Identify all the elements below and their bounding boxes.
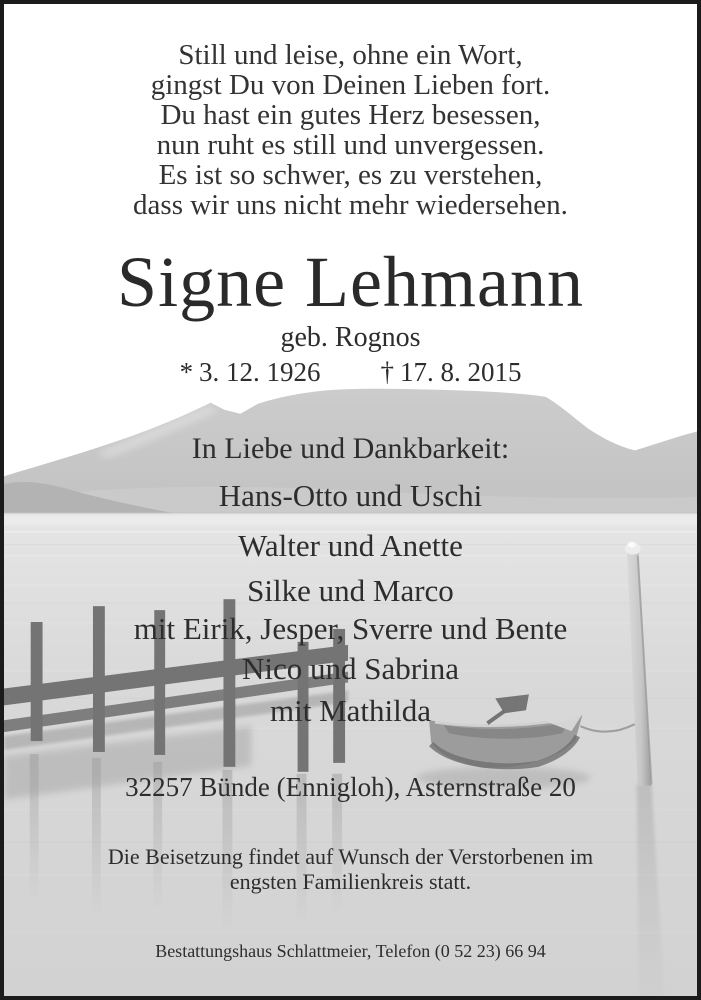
address-line: 32257 Bünde (Ennigloh), Asternstraße 20 [125,772,576,802]
maiden-name: geb. Rognos [280,322,421,353]
birth-date-value: 3. 12. 1926 [199,357,321,387]
poem-line: dass wir uns nicht mehr wiedersehen. [133,189,568,221]
funeral-note-line: Die Beisetzung findet auf Wunsch der Verstorbenen im [107,844,594,869]
death-date-value: 17. 8. 2015 [399,357,522,387]
mourner-line: mit Eirik, Jesper, Sverre und Bente [133,611,568,646]
tribute-line: In Liebe und Dankbarkeit: [191,432,510,465]
life-dates [4,357,697,387]
poem-line: nun ruht es still und unvergessen. [156,129,545,161]
mourner-line: Nico und Sabrina [242,651,459,686]
birth-date [180,357,321,387]
poem-line: Still und leise, ohne ein Wort, [178,39,523,71]
deceased-name: Signe Lehmann [117,242,584,322]
mourner-line: Hans-Otto und Uschi [218,478,483,513]
funeral-note [4,844,697,894]
poem-line: gingst Du von Deinen Lieben fort. [150,69,551,101]
death-date [381,357,522,387]
funeral-note-line: engsten Familienkreis statt. [229,869,472,894]
death-symbol: † [380,357,394,387]
poem-line: Du hast ein gutes Herz besessen, [160,99,541,131]
mourner-line: Silke und Marco [247,573,454,608]
mourner-line: Walter und Anette [238,528,463,563]
poem-line: Es ist so schwer, es zu verstehen, [158,159,543,191]
mourner-line: mit Mathilda [269,693,431,728]
birth-symbol: * [179,357,194,387]
mourners-list [4,480,697,726]
poem [4,40,697,220]
notice-content [4,4,697,996]
funeral-home-line: Bestattungshaus Schlattmeier, Telefon (0 52 23) 66 94 [155,941,546,961]
